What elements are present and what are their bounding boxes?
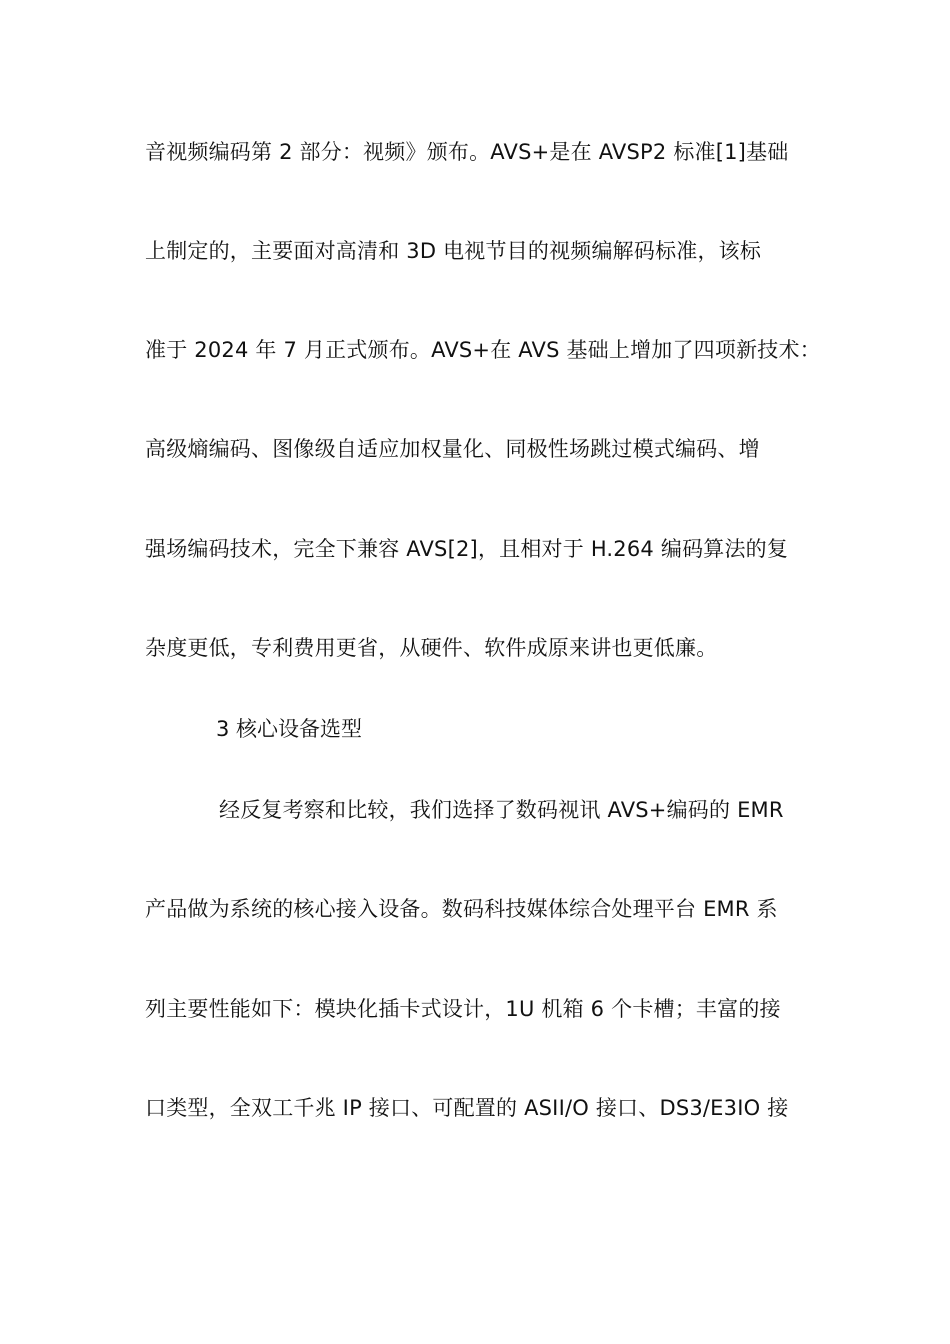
paragraph-line: 高级熵编码、图像级自适应加权量化、同极性场跳过模式编码、增 <box>145 437 760 461</box>
paragraph-line: 上制定的，主要面对高清和 3D 电视节目的视频编解码标准，该标 <box>145 239 762 263</box>
paragraph-line: 列主要性能如下：模块化插卡式设计，1U 机箱 6 个卡槽；丰富的接 <box>145 997 781 1021</box>
paragraph-line: 经反复考察和比较，我们选择了数码视讯 AVS+编码的 EMR <box>219 798 784 822</box>
paragraph-line: 杂度更低，专利费用更省，从硬件、软件成原来讲也更低廉。 <box>145 636 718 660</box>
paragraph-line: 强场编码技术，完全下兼容 AVS[2]，且相对于 H.264 编码算法的复 <box>145 537 789 561</box>
section-heading: 3 核心设备选型 <box>216 717 363 741</box>
paragraph-line: 口类型，全双工千兆 IP 接口、可配置的 ASII/O 接口、DS3/E3IO 接 <box>145 1096 789 1120</box>
paragraph-line: 产品做为系统的核心接入设备。数码科技媒体综合处理平台 EMR 系 <box>145 897 778 921</box>
paragraph-line: 准于 2024 年 7 月正式颁布。AVS+在 AVS 基础上增加了四项新技术： <box>145 338 821 362</box>
paragraph-line: 音视频编码第 2 部分：视频》颁布。AVS+是在 AVSP2 标准[1]基础 <box>145 140 789 164</box>
